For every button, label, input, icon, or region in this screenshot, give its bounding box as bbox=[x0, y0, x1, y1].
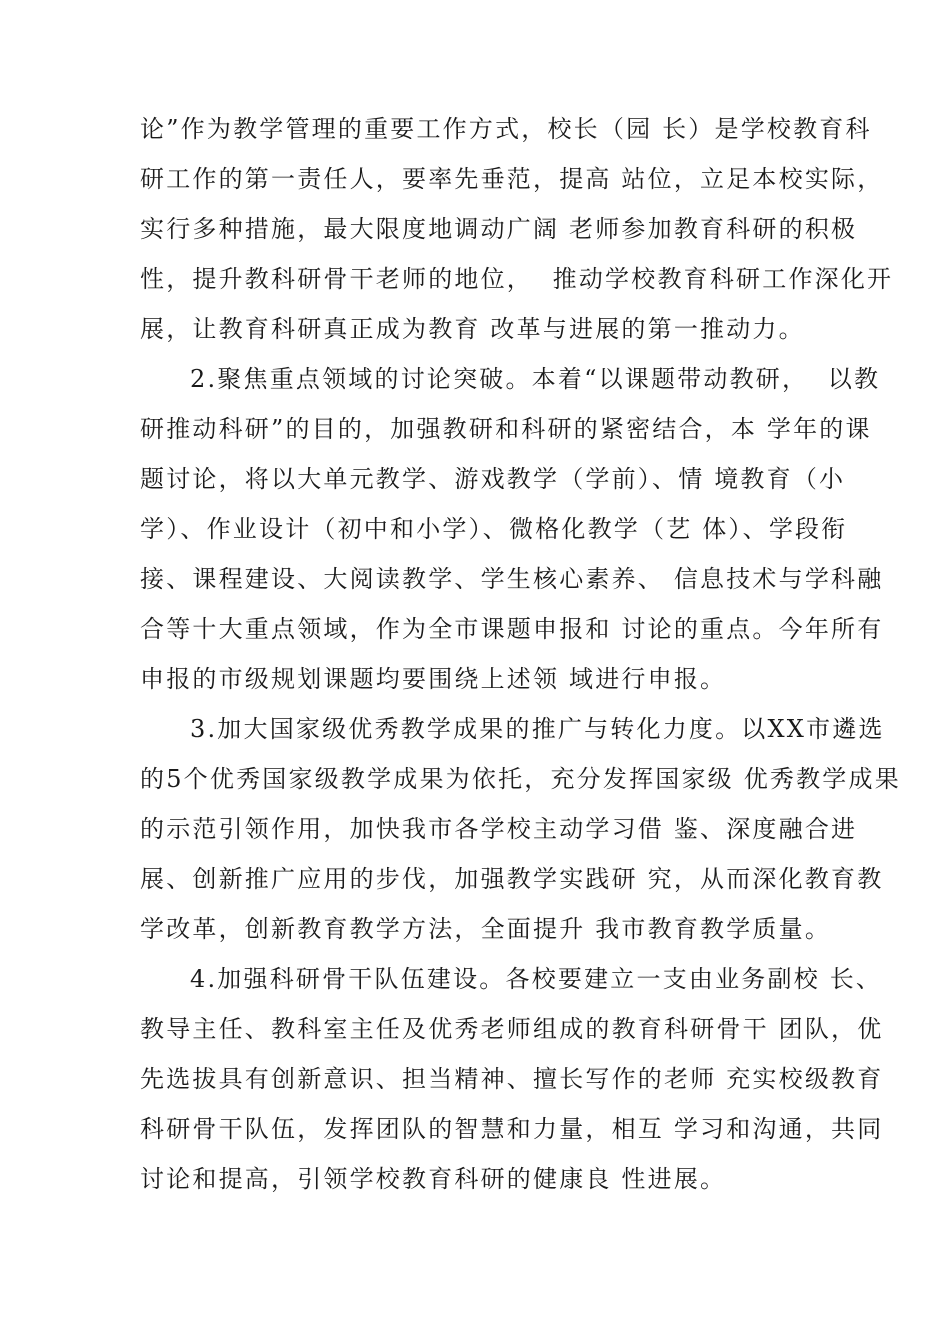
text-line: 科研骨干队伍，发挥团队的智慧和力量，相互 学习和沟通，共同 bbox=[140, 1115, 884, 1143]
text-line: 教导主任、教科室主任及优秀老师组成的教育科研骨干 团队，优 bbox=[140, 1015, 884, 1043]
text-line: 题讨论，将以大单元教学、游戏教学（学前）、情 境教育（小 bbox=[140, 465, 846, 493]
text-line: 性，提升教科研骨干老师的地位， 推动学校教育科研工作深化开 bbox=[140, 265, 894, 293]
text-line: 3.加大国家级优秀教学成果的推广与转化力度。以XX市遴选 bbox=[190, 715, 885, 743]
text-line: 实行多种措施，最大限度地调动广阔 老师参加教育科研的积极 bbox=[140, 215, 858, 243]
text-line: 展，让教育科研真正成为教育 改革与进展的第一推动力。 bbox=[140, 315, 805, 343]
text-line: 研推动科研”的目的，加强教研和科研的紧密结合，本 学年的课 bbox=[140, 415, 872, 443]
text-line: 论”作为教学管理的重要工作方式，校长（园 长）是学校教育科 bbox=[140, 115, 872, 143]
text-line: 研工作的第一责任人，要率先垂范，提高 站位，立足本校实际， bbox=[140, 165, 884, 193]
text-line: 2.聚焦重点领域的讨论突破。本着“以课题带动教研， 以教 bbox=[190, 365, 881, 393]
text-line: 学）、作业设计（初中和小学）、微格化教学（艺 体）、学段衔 bbox=[140, 515, 848, 543]
text-line: 展、创新推广应用的步伐，加强教学实践研 究，从而深化教育教 bbox=[140, 865, 884, 893]
text-line: 的5个优秀国家级教学成果为依托，充分发挥国家级 优秀教学成果 bbox=[140, 765, 901, 793]
text-line: 先选拔具有创新意识、担当精神、擅长写作的老师 充实校级教育 bbox=[140, 1065, 884, 1093]
text-line: 学改革，创新教育教学方法，全面提升 我市教育教学质量。 bbox=[140, 915, 832, 943]
text-line: 申报的市级规划课题均要围绕上述领 域进行申报。 bbox=[140, 665, 727, 693]
text-line: 接、课程建设、大阅读教学、学生核心素养、 信息技术与学科融 bbox=[140, 565, 884, 593]
text-line: 4.加强科研骨干队伍建设。各校要建立一支由业务副校 长、 bbox=[190, 965, 883, 993]
text-line: 的示范引领作用，加快我市各学校主动学习借 鉴、深度融合进 bbox=[140, 815, 858, 843]
text-line: 讨论和提高，引领学校教育科研的健康良 性进展。 bbox=[140, 1165, 727, 1193]
text-line: 合等十大重点领域，作为全市课题申报和 讨论的重点。今年所有 bbox=[140, 615, 884, 643]
